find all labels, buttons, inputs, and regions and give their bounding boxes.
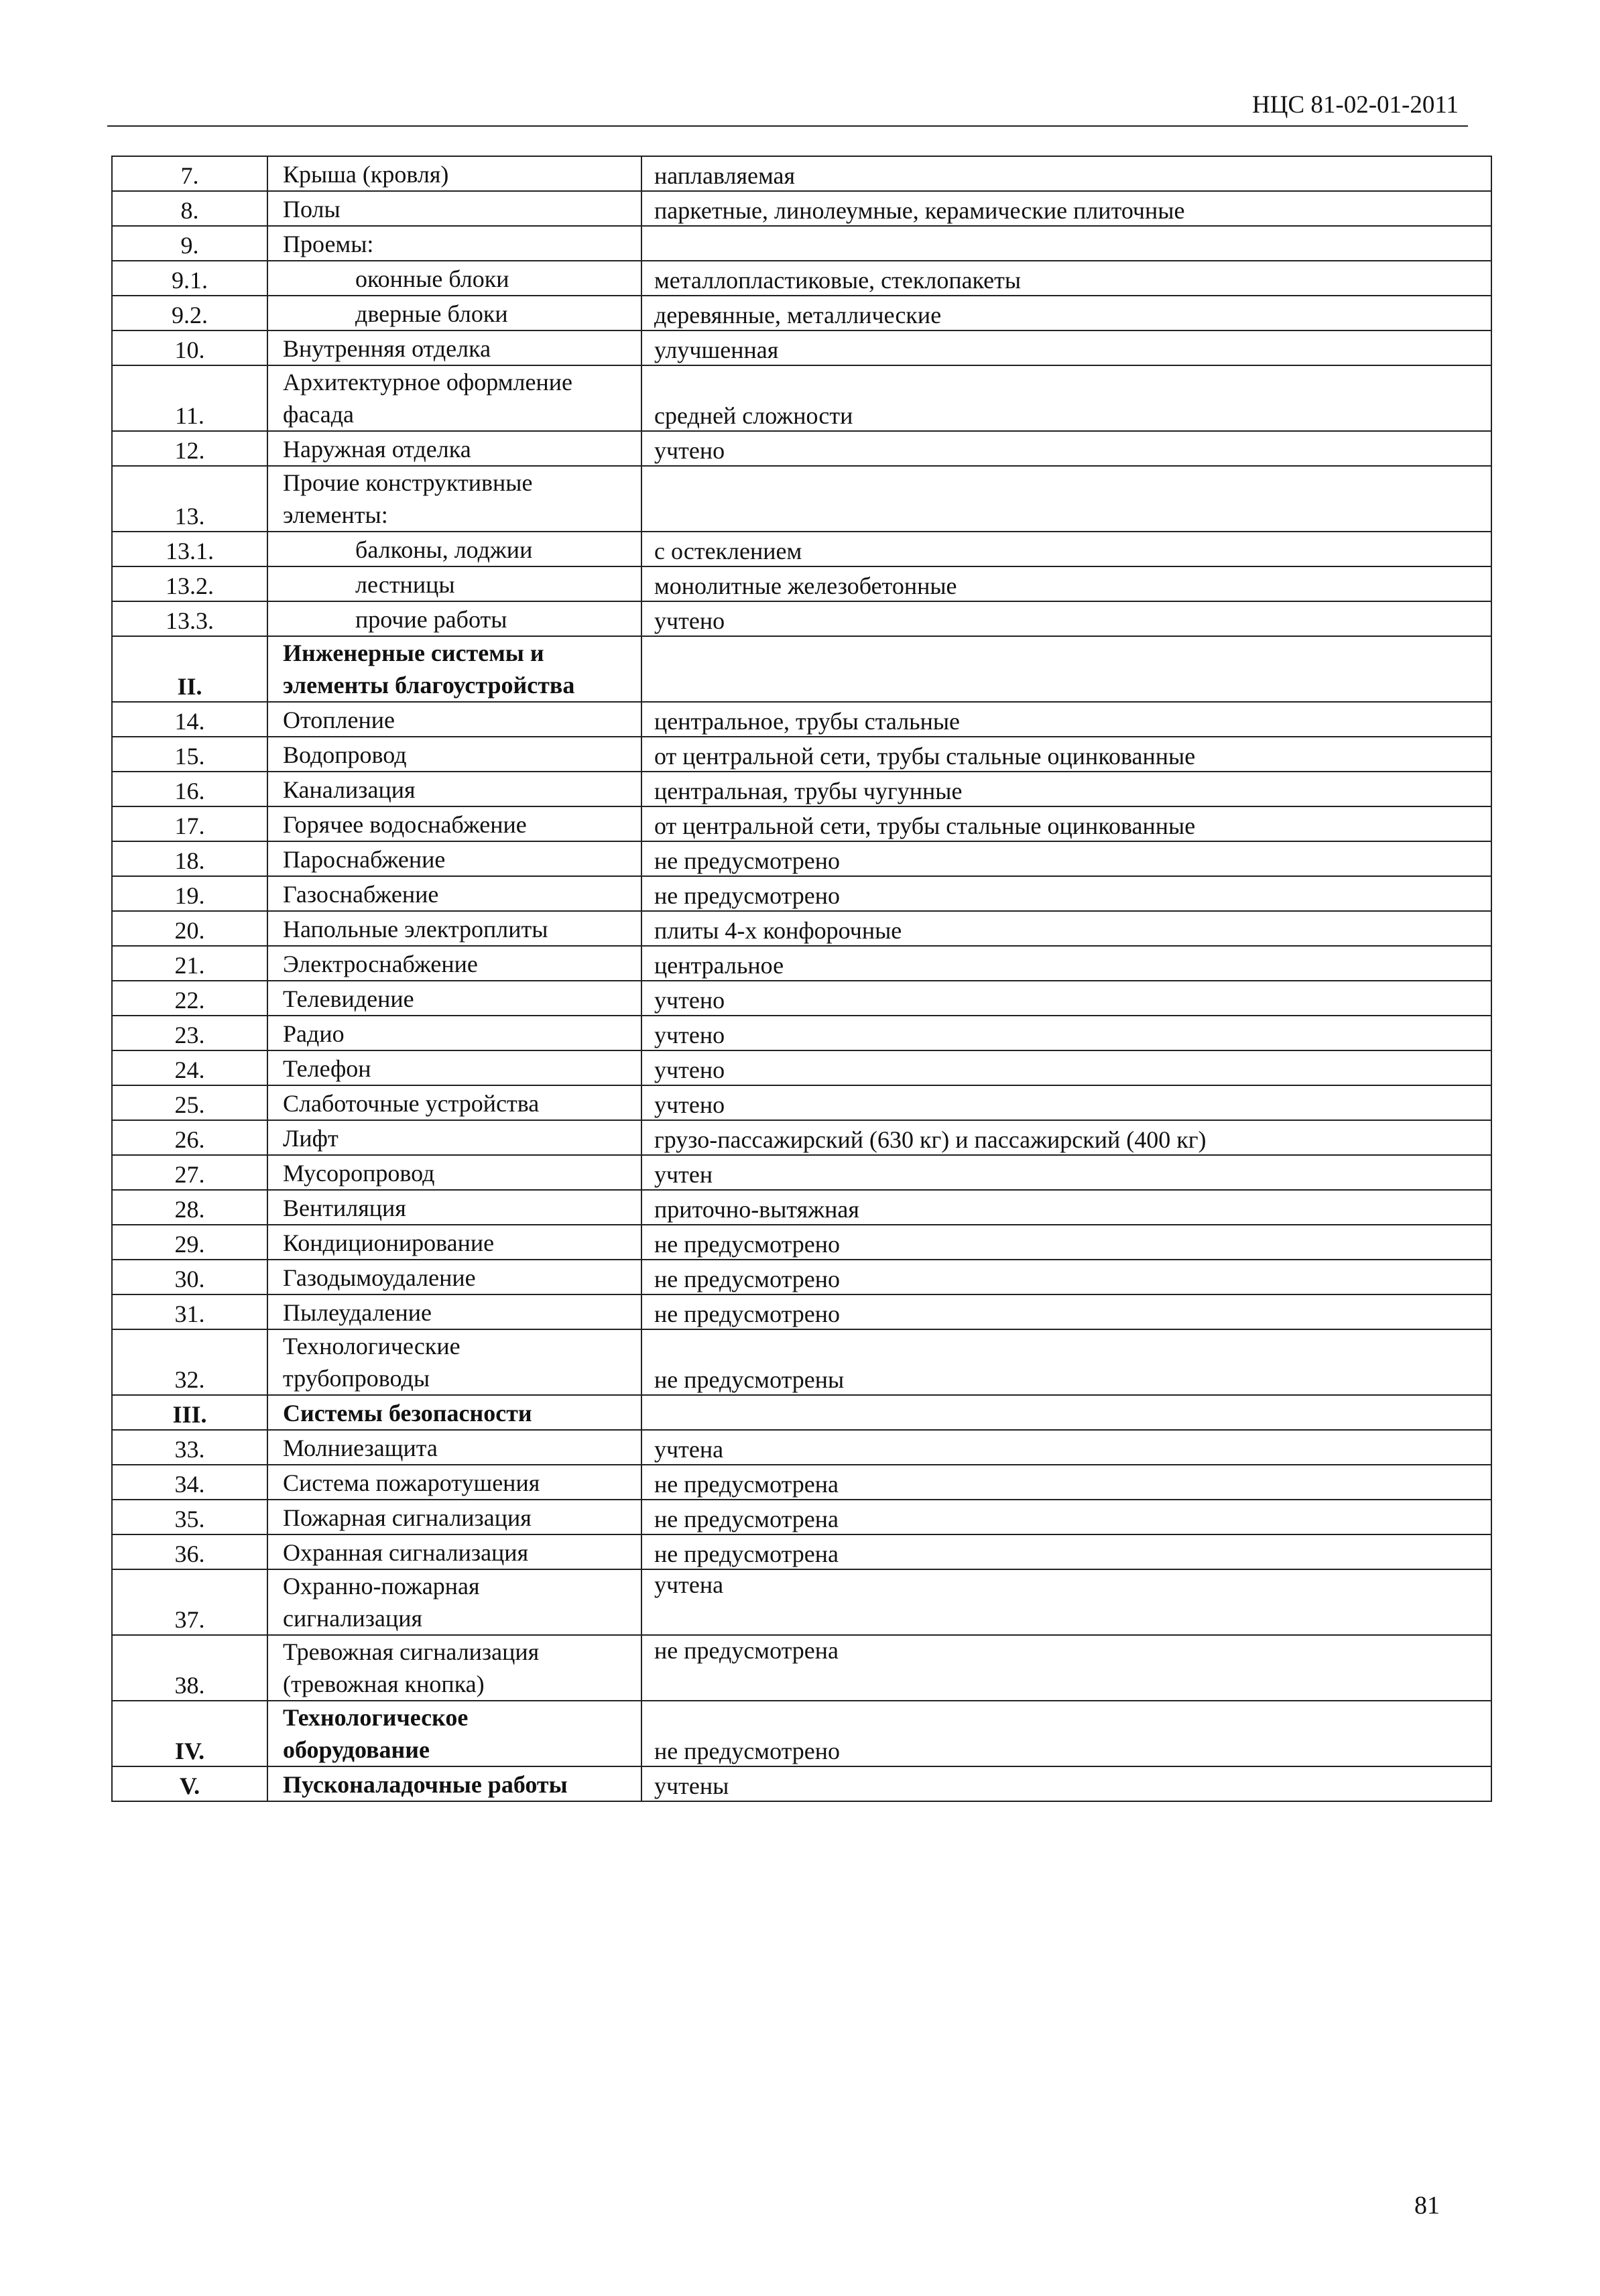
- row-value: не предусмотрено: [641, 841, 1491, 876]
- row-value: средней сложности: [641, 365, 1491, 431]
- row-number: 29.: [112, 1225, 267, 1260]
- row-name-line: сигнализация: [283, 1605, 423, 1632]
- table-row: [112, 431, 1491, 466]
- row-name: [267, 1085, 641, 1120]
- row-name: [267, 466, 641, 532]
- table-row: [112, 1701, 1491, 1766]
- table-row: [112, 1120, 1491, 1155]
- row-name-line: Газоснабжение: [283, 881, 439, 908]
- row-name-line: Пожарная сигнализация: [283, 1504, 532, 1531]
- row-name-line: Молниезащита: [283, 1435, 438, 1461]
- row-name: [267, 702, 641, 737]
- row-number: 17.: [112, 806, 267, 841]
- row-name: [267, 1701, 641, 1766]
- page-number: 81: [1414, 2191, 1440, 2220]
- table-row: [112, 1085, 1491, 1120]
- row-name-line: Тревожная сигнализация: [283, 1638, 540, 1665]
- row-number: 7.: [112, 156, 267, 191]
- row-value: улучшенная: [641, 330, 1491, 365]
- row-name-line: Пароснабжение: [283, 846, 446, 873]
- row-number: 12.: [112, 431, 267, 466]
- row-name-line: Отопление: [283, 707, 395, 733]
- page-header: [107, 90, 1468, 127]
- row-name: [267, 226, 641, 261]
- table-row: [112, 1766, 1491, 1801]
- row-name: [267, 365, 641, 431]
- row-name-line: Внутренняя отделка: [283, 335, 491, 362]
- row-number: 23.: [112, 1016, 267, 1050]
- row-value: наплавляемая: [641, 156, 1491, 191]
- row-number: 36.: [112, 1534, 267, 1569]
- table-row: [112, 1534, 1491, 1569]
- row-name: [267, 1294, 641, 1329]
- row-name-line: Кондиционирование: [283, 1229, 495, 1256]
- row-name-line: Охранно-пожарная: [283, 1573, 480, 1599]
- row-name: [267, 1395, 641, 1430]
- row-number: 27.: [112, 1155, 267, 1190]
- row-name-line: Телевидение: [283, 985, 414, 1012]
- row-number: 24.: [112, 1050, 267, 1085]
- row-number: 19.: [112, 876, 267, 911]
- row-name: [267, 1635, 641, 1701]
- row-name: [267, 330, 641, 365]
- row-value: не предусмотрено: [641, 1294, 1491, 1329]
- row-name: [267, 296, 641, 330]
- row-value: не предусмотрено: [641, 1260, 1491, 1294]
- row-value: центральная, трубы чугунные: [641, 772, 1491, 806]
- row-name-line: Система пожаротушения: [283, 1469, 540, 1496]
- row-name-line: элементы благоустройства: [283, 672, 575, 699]
- row-number: 13.2.: [112, 566, 267, 601]
- row-name: [267, 1329, 641, 1395]
- row-name: [267, 191, 641, 226]
- row-value: учтен: [641, 1155, 1491, 1190]
- table-row: [112, 601, 1491, 636]
- specification-table-body: [112, 156, 1491, 1801]
- row-name: [267, 1016, 641, 1050]
- row-name-line: Электроснабжение: [283, 951, 478, 977]
- row-name-line: Пусконаладочные работы: [283, 1771, 568, 1798]
- row-name-line: Проемы:: [283, 231, 374, 257]
- row-name: [267, 806, 641, 841]
- row-number: 35.: [112, 1500, 267, 1534]
- row-name: [267, 841, 641, 876]
- table-row: [112, 911, 1491, 946]
- row-name: [267, 1120, 641, 1155]
- row-value: от центральной сети, трубы стальные оцинкованные: [641, 737, 1491, 772]
- table-row: [112, 636, 1491, 702]
- row-name: [267, 261, 641, 296]
- table-row: [112, 296, 1491, 330]
- row-name-line: Наружная отделка: [283, 436, 471, 463]
- row-name: [267, 1155, 641, 1190]
- row-value: деревянные, металлические: [641, 296, 1491, 330]
- row-name-line: Вентиляция: [283, 1195, 406, 1221]
- table-row: [112, 806, 1491, 841]
- row-name: [267, 1569, 641, 1635]
- row-number: II.: [112, 636, 267, 702]
- table-row: [112, 841, 1491, 876]
- row-number: 37.: [112, 1569, 267, 1635]
- table-row: [112, 1465, 1491, 1500]
- table-row: [112, 226, 1491, 261]
- row-name-line: Инженерные системы и: [283, 640, 544, 666]
- row-value: учтены: [641, 1766, 1491, 1801]
- table-row: [112, 772, 1491, 806]
- row-number: 13.3.: [112, 601, 267, 636]
- row-name: [267, 981, 641, 1016]
- row-value: не предусмотрена: [641, 1635, 1491, 1701]
- table-row: [112, 191, 1491, 226]
- row-name: [267, 1465, 641, 1500]
- table-row: [112, 1225, 1491, 1260]
- row-name-line: дверные блоки: [355, 300, 508, 327]
- row-number: 20.: [112, 911, 267, 946]
- row-name: [267, 636, 641, 702]
- row-name-line: лестницы: [355, 571, 455, 598]
- row-name: [267, 566, 641, 601]
- row-value: учтено: [641, 981, 1491, 1016]
- row-number: 32.: [112, 1329, 267, 1395]
- row-value: не предусмотрена: [641, 1465, 1491, 1500]
- row-value: [641, 636, 1491, 702]
- row-number: 14.: [112, 702, 267, 737]
- row-name-line: Системы безопасности: [283, 1400, 532, 1427]
- row-number: 28.: [112, 1190, 267, 1225]
- row-value: не предусмотрены: [641, 1329, 1491, 1395]
- table-row: [112, 876, 1491, 911]
- row-value: с остеклением: [641, 532, 1491, 566]
- row-name: [267, 1534, 641, 1569]
- row-number: 13.: [112, 466, 267, 532]
- row-name-line: Технологические: [283, 1333, 460, 1360]
- row-number: 25.: [112, 1085, 267, 1120]
- row-name-line: элементы:: [283, 501, 388, 528]
- row-name-line: Лифт: [283, 1125, 339, 1152]
- row-value: грузо-пассажирский (630 кг) и пассажирский (400 кг): [641, 1120, 1491, 1155]
- row-value: не предусмотрено: [641, 1701, 1491, 1766]
- row-name: [267, 601, 641, 636]
- table-row: [112, 1260, 1491, 1294]
- row-value: плиты 4-х конфорочные: [641, 911, 1491, 946]
- row-name-line: прочие работы: [355, 606, 507, 633]
- row-name-line: Прочие конструктивные: [283, 469, 533, 496]
- table-row: [112, 1430, 1491, 1465]
- row-number: V.: [112, 1766, 267, 1801]
- table-row: [112, 1016, 1491, 1050]
- row-name: [267, 1430, 641, 1465]
- table-row: [112, 466, 1491, 532]
- table-row: [112, 737, 1491, 772]
- row-value: не предусмотрена: [641, 1534, 1491, 1569]
- row-name: [267, 1766, 641, 1801]
- row-name: [267, 431, 641, 466]
- row-name-line: (тревожная кнопка): [283, 1671, 485, 1697]
- row-name-line: Пылеудаление: [283, 1299, 432, 1326]
- row-value: учтено: [641, 1085, 1491, 1120]
- row-number: 8.: [112, 191, 267, 226]
- row-value: приточно-вытяжная: [641, 1190, 1491, 1225]
- row-number: 15.: [112, 737, 267, 772]
- row-value: [641, 1395, 1491, 1430]
- row-name-line: Архитектурное оформление: [283, 369, 572, 396]
- table-row: [112, 1635, 1491, 1701]
- row-number: 10.: [112, 330, 267, 365]
- row-name-line: трубопроводы: [283, 1365, 430, 1392]
- row-number: 16.: [112, 772, 267, 806]
- row-number: 22.: [112, 981, 267, 1016]
- row-value: учтена: [641, 1430, 1491, 1465]
- row-number: 38.: [112, 1635, 267, 1701]
- row-value: не предусмотрено: [641, 1225, 1491, 1260]
- row-number: 31.: [112, 1294, 267, 1329]
- specification-table: [111, 156, 1492, 1802]
- row-name-line: Охранная сигнализация: [283, 1539, 529, 1566]
- row-value: [641, 466, 1491, 532]
- row-name: [267, 1260, 641, 1294]
- row-value: учтено: [641, 1050, 1491, 1085]
- row-name-line: Технологическое: [283, 1704, 469, 1731]
- row-name-line: Мусоропровод: [283, 1160, 435, 1187]
- row-name: [267, 876, 641, 911]
- table-row: [112, 156, 1491, 191]
- row-number: 13.1.: [112, 532, 267, 566]
- table-row: [112, 532, 1491, 566]
- row-name-line: фасада: [283, 401, 354, 428]
- row-name: [267, 946, 641, 981]
- table-row: [112, 1155, 1491, 1190]
- row-number: 33.: [112, 1430, 267, 1465]
- row-number: III.: [112, 1395, 267, 1430]
- row-name-line: оконные блоки: [355, 265, 509, 292]
- table-row: [112, 946, 1491, 981]
- row-name-line: Слаботочные устройства: [283, 1090, 540, 1117]
- row-value: учтено: [641, 1016, 1491, 1050]
- row-name: [267, 1225, 641, 1260]
- row-name-line: Горячее водоснабжение: [283, 811, 527, 838]
- row-name-line: Газодымоудаление: [283, 1264, 476, 1291]
- row-number: 9.1.: [112, 261, 267, 296]
- row-name-line: балконы, лоджии: [355, 536, 533, 563]
- row-value: металлопластиковые, стеклопакеты: [641, 261, 1491, 296]
- row-name-line: оборудование: [283, 1736, 430, 1763]
- row-name-line: Крыша (кровля): [283, 161, 449, 188]
- table-row: [112, 261, 1491, 296]
- table-row: [112, 702, 1491, 737]
- row-name-line: Радио: [283, 1020, 345, 1047]
- row-value: учтена: [641, 1569, 1491, 1635]
- table-row: [112, 1569, 1491, 1635]
- row-value: монолитные железобетонные: [641, 566, 1491, 601]
- document-code: НЦС 81-02-01-2011: [1252, 91, 1459, 119]
- row-name-line: Водопровод: [283, 741, 407, 768]
- row-value: учтено: [641, 601, 1491, 636]
- row-number: 30.: [112, 1260, 267, 1294]
- row-number: 18.: [112, 841, 267, 876]
- table-row: [112, 566, 1491, 601]
- row-value: не предусмотрена: [641, 1500, 1491, 1534]
- row-number: 26.: [112, 1120, 267, 1155]
- table-row: [112, 1294, 1491, 1329]
- table-row: [112, 330, 1491, 365]
- row-name-line: Канализация: [283, 776, 416, 803]
- table-row: [112, 1395, 1491, 1430]
- row-number: IV.: [112, 1701, 267, 1766]
- row-value: центральное, трубы стальные: [641, 702, 1491, 737]
- table-row: [112, 981, 1491, 1016]
- row-number: 9.2.: [112, 296, 267, 330]
- row-name: [267, 911, 641, 946]
- row-number: 34.: [112, 1465, 267, 1500]
- row-value: от центральной сети, трубы стальные оцинкованные: [641, 806, 1491, 841]
- row-name: [267, 772, 641, 806]
- table-row: [112, 1329, 1491, 1395]
- table-row: [112, 365, 1491, 431]
- table-row: [112, 1050, 1491, 1085]
- row-value: центральное: [641, 946, 1491, 981]
- table-row: [112, 1190, 1491, 1225]
- row-value: не предусмотрено: [641, 876, 1491, 911]
- row-number: 9.: [112, 226, 267, 261]
- row-value: учтено: [641, 431, 1491, 466]
- row-name: [267, 532, 641, 566]
- row-name-line: Напольные электроплиты: [283, 916, 548, 943]
- row-name: [267, 156, 641, 191]
- row-name-line: Полы: [283, 196, 341, 223]
- row-name: [267, 1050, 641, 1085]
- row-number: 11.: [112, 365, 267, 431]
- row-name-line: Телефон: [283, 1055, 371, 1082]
- row-value: паркетные, линолеумные, керамические плиточные: [641, 191, 1491, 226]
- row-number: 21.: [112, 946, 267, 981]
- row-name: [267, 737, 641, 772]
- row-name: [267, 1500, 641, 1534]
- row-name: [267, 1190, 641, 1225]
- row-value: [641, 226, 1491, 261]
- table-row: [112, 1500, 1491, 1534]
